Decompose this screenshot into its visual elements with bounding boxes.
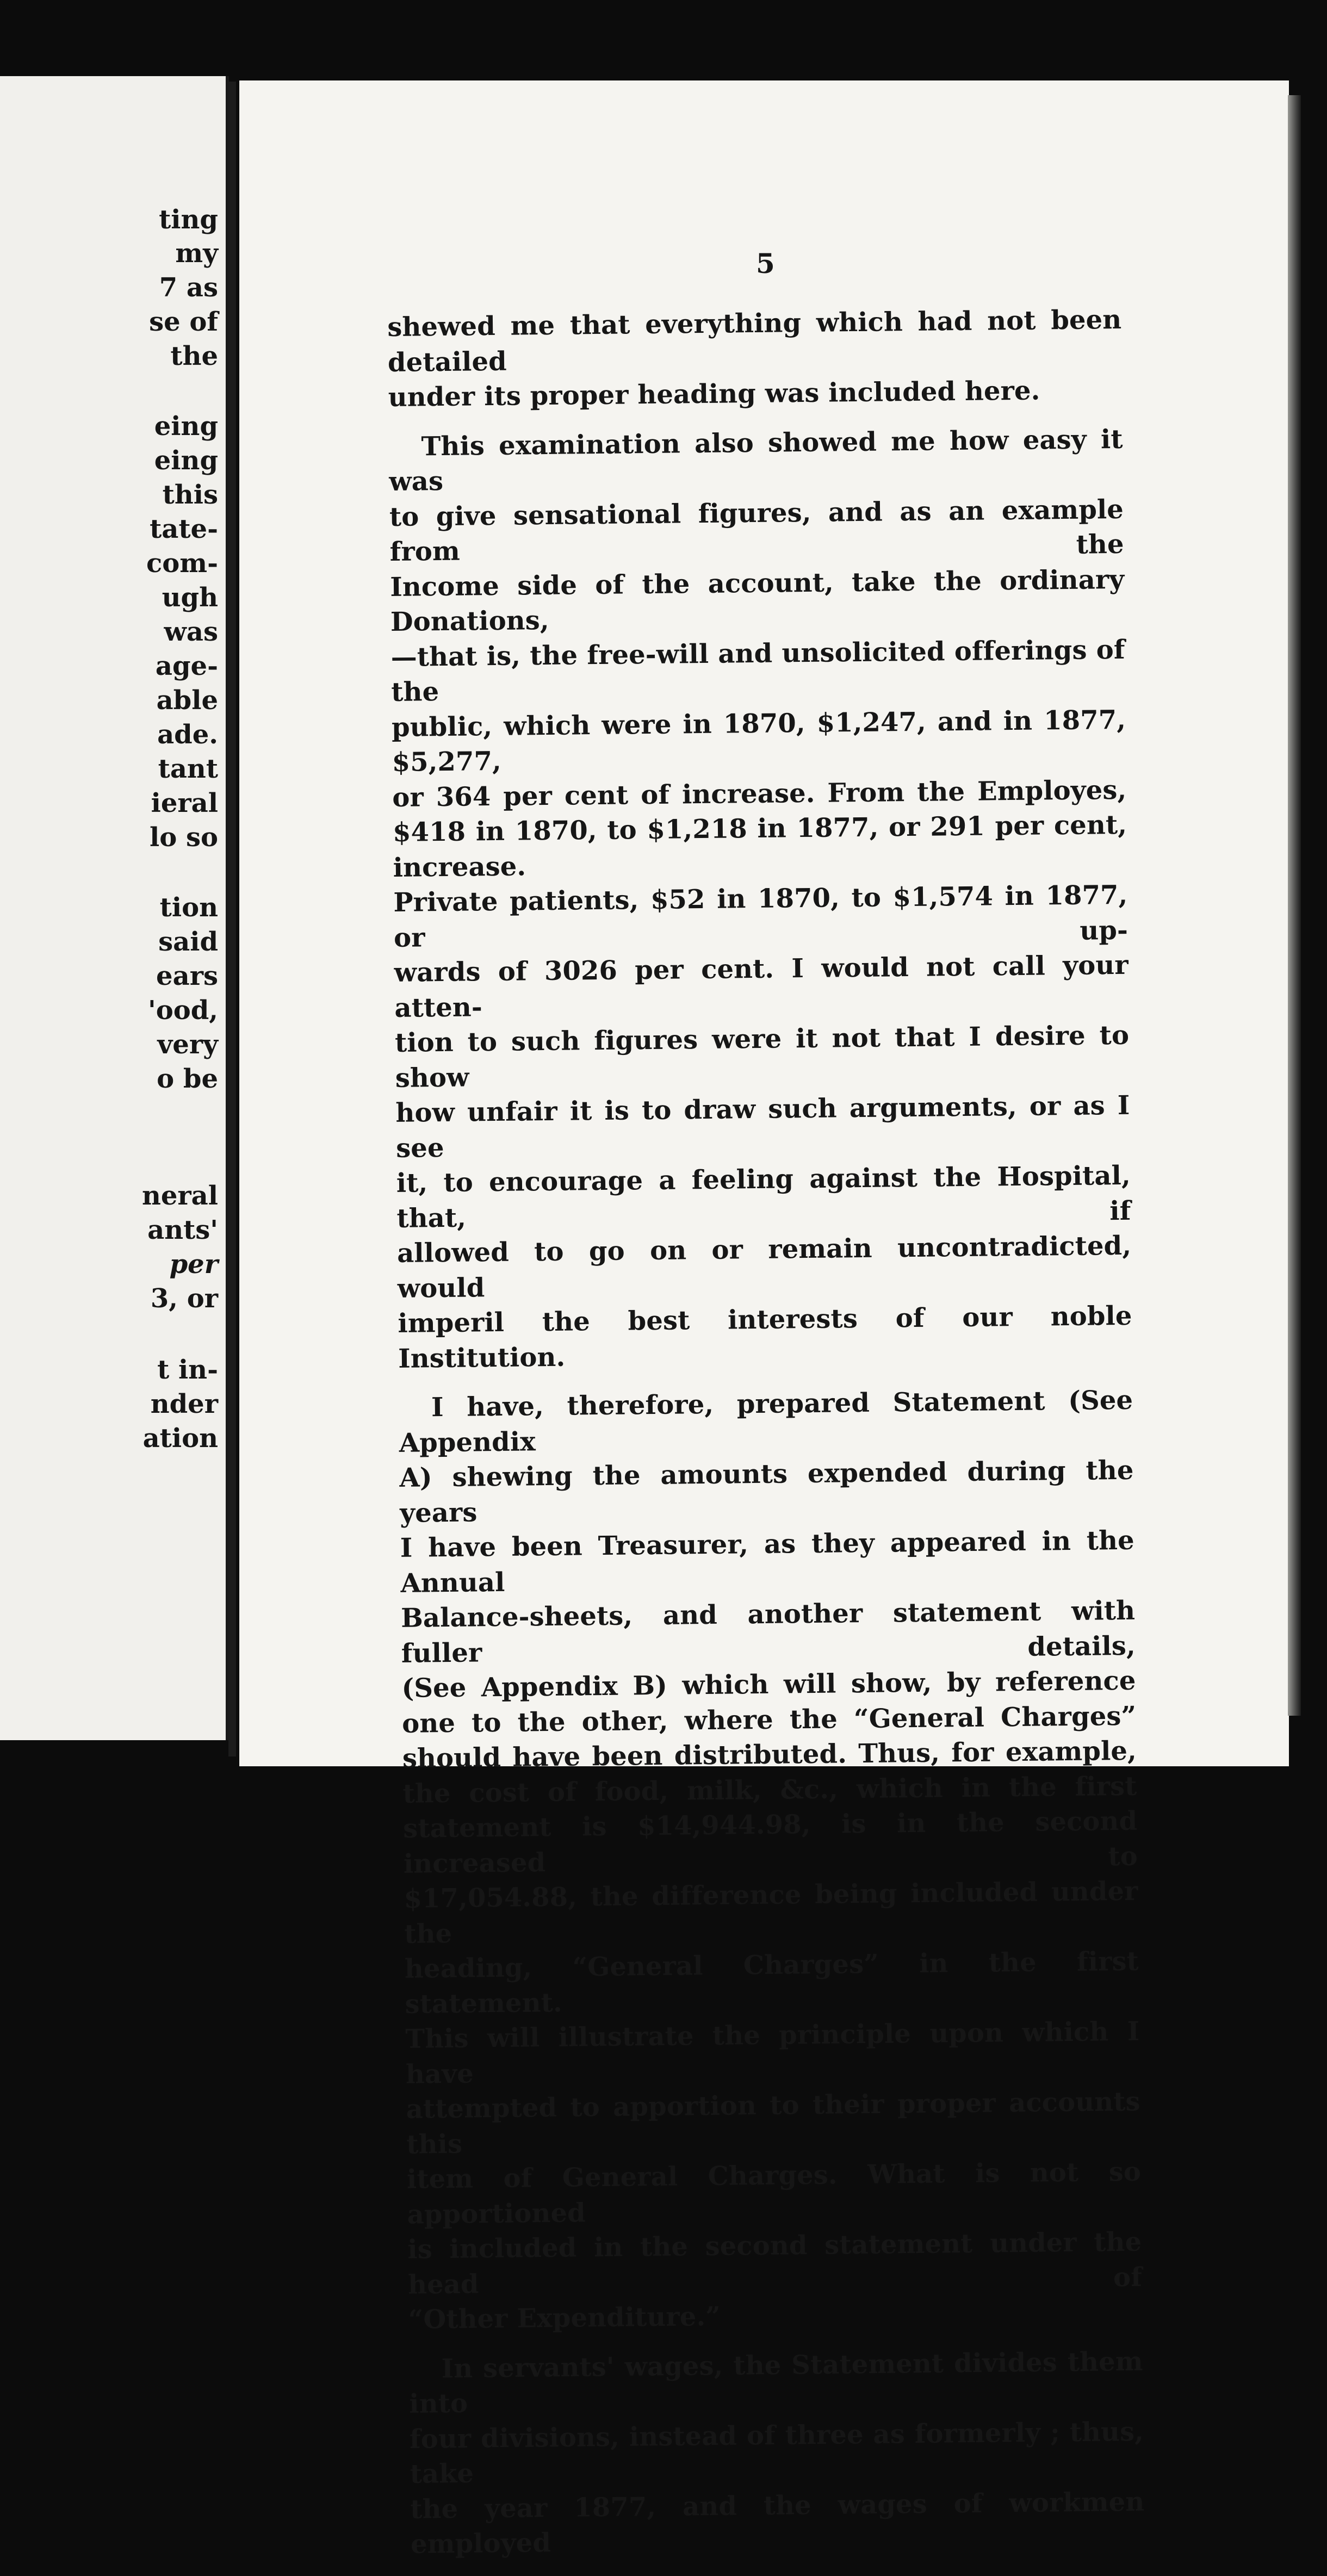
text-line: one to the other, where the “General Charges” xyxy=(401,1700,1137,1739)
text-line: This examination also showed me how easy it was xyxy=(389,424,1123,497)
text-line: I have been Treasurer, as they appeared in the Annual xyxy=(400,1525,1135,1599)
left-page-fragment: eing xyxy=(154,411,218,442)
text-line: or 364 per cent of increase. From the Employes, xyxy=(392,774,1127,813)
paragraph xyxy=(388,421,1132,1376)
text-line: four divisions, instead of three as formerly ; thus, take xyxy=(409,2416,1144,2490)
text-line: Private patients, $52 in 1870, to $1,574 in 1877, or up- xyxy=(393,879,1128,953)
text-line: heading, “General Charges” in the first statement. xyxy=(404,1946,1139,2020)
left-page-fragment: per xyxy=(169,1249,218,1280)
text-line: it, to encourage a feeling against the Hospital, that, if xyxy=(396,1160,1131,1234)
paragraph xyxy=(387,302,1123,415)
left-page-fragment: nder xyxy=(150,1389,218,1419)
left-page-fragment: this xyxy=(162,480,218,510)
text-line: to give sensational figures, and as an example from the xyxy=(389,494,1124,567)
text-line: under its proper heading was included here. xyxy=(388,375,1040,413)
left-page-fragment: ugh xyxy=(162,582,218,613)
text-line: A) shewing the amounts expended during the years xyxy=(399,1455,1134,1529)
text-line: Balance-sheets, and another statement with fuller details, xyxy=(400,1595,1136,1669)
text-line: is included in the second statement under the head of xyxy=(407,2226,1143,2300)
page-edge xyxy=(1288,95,1301,1716)
text-line: wards of 3026 per cent. I would not call your atten- xyxy=(394,949,1128,1023)
left-page-fragment: ants' xyxy=(147,1215,218,1245)
left-page-fragment: able xyxy=(156,685,218,716)
text-line: $17,054.88, the difference being included under the xyxy=(404,1876,1138,1950)
text-line: public, which were in 1870, $1,247, and in 1877, $5,277, xyxy=(391,704,1126,778)
text-line: (See Appendix B) which will show, by reference xyxy=(401,1665,1136,1704)
left-page-fragment: was xyxy=(164,617,218,647)
left-page-fragment: ade. xyxy=(157,719,218,750)
text-line: the cost of food, milk, &c., which in the first xyxy=(402,1771,1137,1809)
paragraph xyxy=(408,2344,1145,2562)
paragraph xyxy=(399,1383,1143,2338)
left-page-fragment: age- xyxy=(155,651,218,681)
text-line: allowed to go on or remain uncontradicted, would xyxy=(396,1230,1132,1304)
text-line: the year 1877, and the wages of workmen employed xyxy=(410,2486,1145,2560)
left-page-fragment: the xyxy=(170,341,218,371)
left-page-fragment: o be xyxy=(157,1064,218,1094)
text-line: item of General Charges. What is not so apportioned xyxy=(406,2156,1142,2230)
book-gutter xyxy=(228,82,236,1756)
left-page-fragment: 7 as xyxy=(159,272,218,303)
left-page-fragment: ting xyxy=(159,204,218,235)
text-line: This will illustrate the principle upon which I have xyxy=(405,2016,1140,2090)
left-page-fragment: my xyxy=(175,238,218,269)
text-line: statement is $14,944.98, is in the second increased to xyxy=(402,1805,1138,1879)
text-line: imperil the best interests of our noble Institution. xyxy=(398,1300,1132,1374)
left-page-fragment: neral xyxy=(141,1181,218,1211)
text-line: should have been distributed. Thus, for example, xyxy=(402,1735,1137,1774)
text-line: In servants' wages, the Statement divides them into xyxy=(409,2346,1143,2419)
left-page-fragment: tate- xyxy=(150,514,218,544)
body-text xyxy=(387,302,1145,2576)
left-page-fragment: com- xyxy=(146,548,218,579)
left-page-fragment: 'ood, xyxy=(148,995,218,1026)
text-line: —that is, the free-will and unsolicited offerings of the xyxy=(390,634,1125,707)
previous-page-strip xyxy=(0,76,229,1740)
left-page-fragment: 3, or xyxy=(150,1283,218,1314)
left-page-fragment: eing xyxy=(154,445,218,476)
text-line: tion to such figures were it not that I desire to show xyxy=(394,1020,1130,1094)
left-page-fragment: tant xyxy=(158,754,218,784)
text-line: how unfair it is to draw such arguments, or as I see xyxy=(395,1090,1130,1164)
text-line: $418 in 1870, to $1,218 in 1877, or 291 per cent, increase. xyxy=(392,809,1127,883)
left-page-fragment: ation xyxy=(142,1423,218,1454)
text-line: attempted to apportion to their proper accounts this xyxy=(406,2086,1140,2160)
left-page-fragment: very xyxy=(157,1029,218,1060)
left-page-fragment: ieral xyxy=(151,788,218,818)
page-number: 5 xyxy=(756,247,775,280)
left-page-fragment: se of xyxy=(149,307,218,337)
left-page-fragment: t in- xyxy=(157,1355,218,1385)
text-line: Income side of the account, take the ordinary Donations, xyxy=(390,564,1125,637)
left-page-fragment: tion xyxy=(159,892,218,923)
left-page-fragment: ears xyxy=(156,961,218,991)
left-page-fragment: lo so xyxy=(150,822,218,853)
text-line: I have, therefore, prepared Statement (See Appendix xyxy=(399,1385,1133,1458)
left-page-fragment: said xyxy=(158,927,218,957)
text-line: “Other Expenditure.” xyxy=(408,2301,721,2335)
text-line: shewed me that everything which had not been detailed xyxy=(387,304,1122,378)
